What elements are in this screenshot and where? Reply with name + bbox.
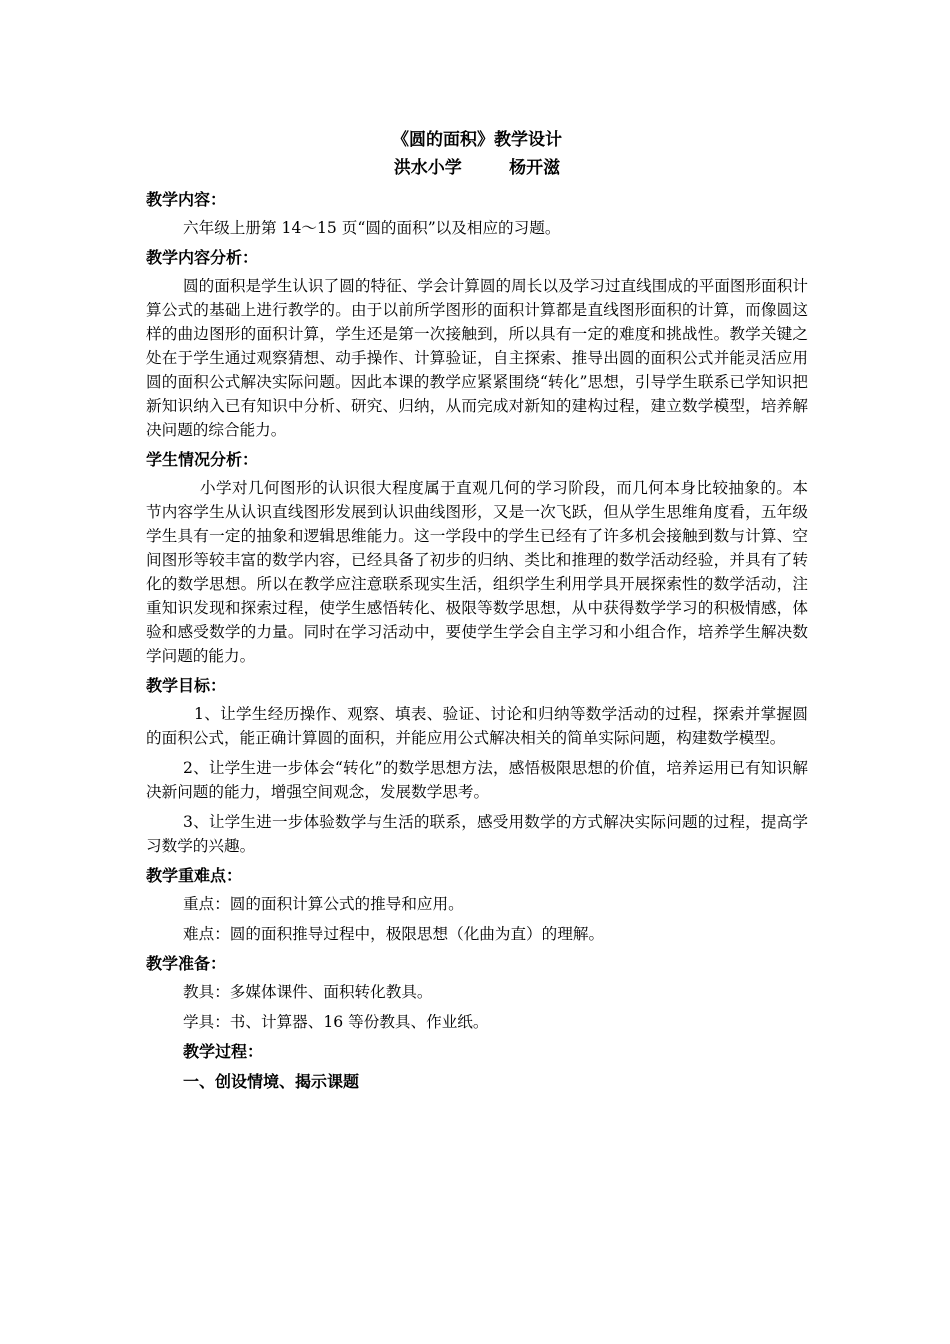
process-subheading: 一、创设情境、揭示课题: [183, 1072, 360, 1091]
goal-item-3: 3、让学生进一步体验数学与生活的联系，感受用数学的方式解决实际问题的过程，提高学习数学的兴趣。: [146, 813, 808, 855]
section-paragraph: 圆的面积是学生认识了圆的特征、学会计算圆的周长以及学习过直线围成的平面图形面积计算公式的基础上进行教学的。由于以前所学图形的面积计算都是直线图形面积的计算，而像圆这样的曲边图形的面积计算，学生还是第一次接触到，所以具有一定的难度和挑战性。教学关键之处在于学生通过观察猜想、动手操作、计算验证，自主探索、推导出圆的面积公式并能灵活应用圆的面积公式解决实际问题。因此本课的教学应紧紧围绕“转化”思想，引导学生联系已学知识把新知识纳入已有知识中分析、研究、归纳，从而完成对新知的建构过程，建立数学模型，培养解决问题的综合能力。: [146, 277, 808, 439]
key-point: 重点：圆的面积计算公式的推导和应用。: [183, 895, 464, 913]
section-teaching-content: [146, 188, 808, 240]
section-paragraph: 六年级上册第 14～15 页“圆的面积”以及相应的习题。: [183, 219, 561, 237]
author-line: 洪水小学 杨开滋: [393, 158, 561, 178]
section-key-points: [146, 864, 808, 946]
section-teaching-goals: [146, 674, 808, 858]
section-heading: 教学重难点：: [146, 866, 243, 885]
section-paragraph: 小学对几何图形的认识很大程度属于直观几何的学习阶段，而几何本身比较抽象的。本节内容学生从认识直线图形发展到认识曲线图形，又是一次飞跃，但从学生思维角度看，五年级学生具有一定的抽象和逻辑思维能力。这一学段中的学生已经有了许多机会接触到数与计算、空间图形等较丰富的数学内容，已经具备了初步的归纳、类比和推理的数学活动经验，并具有了转化的数学思想。所以在教学应注意联系现实生活，组织学生利用学具开展探索性的数学活动，注重知识发现和探索过程，使学生感悟转化、极限等数学思想，从中获得数学学习的积极情感，体验和感受数学的力量。同时在学习活动中，要使学生学会自主学习和小组合作，培养学生解决数学问题的能力。: [146, 479, 808, 665]
section-student-analysis: [146, 448, 808, 668]
section-heading: 教学目标：: [146, 676, 227, 695]
document-title: 《圆的面积》教学设计: [392, 130, 562, 150]
goal-item-1: 1、让学生经历操作、观察、填表、验证、讨论和归纳等数学活动的过程，探索并掌握圆的面积公式，能正确计算圆的面积，并能应用公式解决相关的简单实际问题，构建数学模型。: [146, 705, 808, 747]
section-heading: 教学准备：: [146, 954, 227, 973]
document-content: [146, 126, 808, 1100]
section-preparation: [146, 952, 808, 1034]
section-content-analysis: [146, 246, 808, 442]
process-heading: 教学过程：: [183, 1042, 264, 1061]
section-heading: 教学内容分析：: [146, 248, 259, 267]
teacher-materials: 教具：多媒体课件、面积转化教具。: [183, 983, 433, 1001]
student-materials: 学具：书、计算器、16 等份教具、作业纸。: [183, 1013, 489, 1031]
difficult-point: 难点：圆的面积推导过程中，极限思想（化曲为直）的理解。: [183, 925, 605, 943]
section-heading: 学生情况分析：: [146, 450, 259, 469]
goal-item-2: 2、让学生进一步体会“转化”的数学思想方法，感悟极限思想的价值，培养运用已有知识解决新问题的能力，增强空间观念，发展数学思考。: [146, 759, 808, 801]
section-heading: 教学内容：: [146, 190, 227, 209]
